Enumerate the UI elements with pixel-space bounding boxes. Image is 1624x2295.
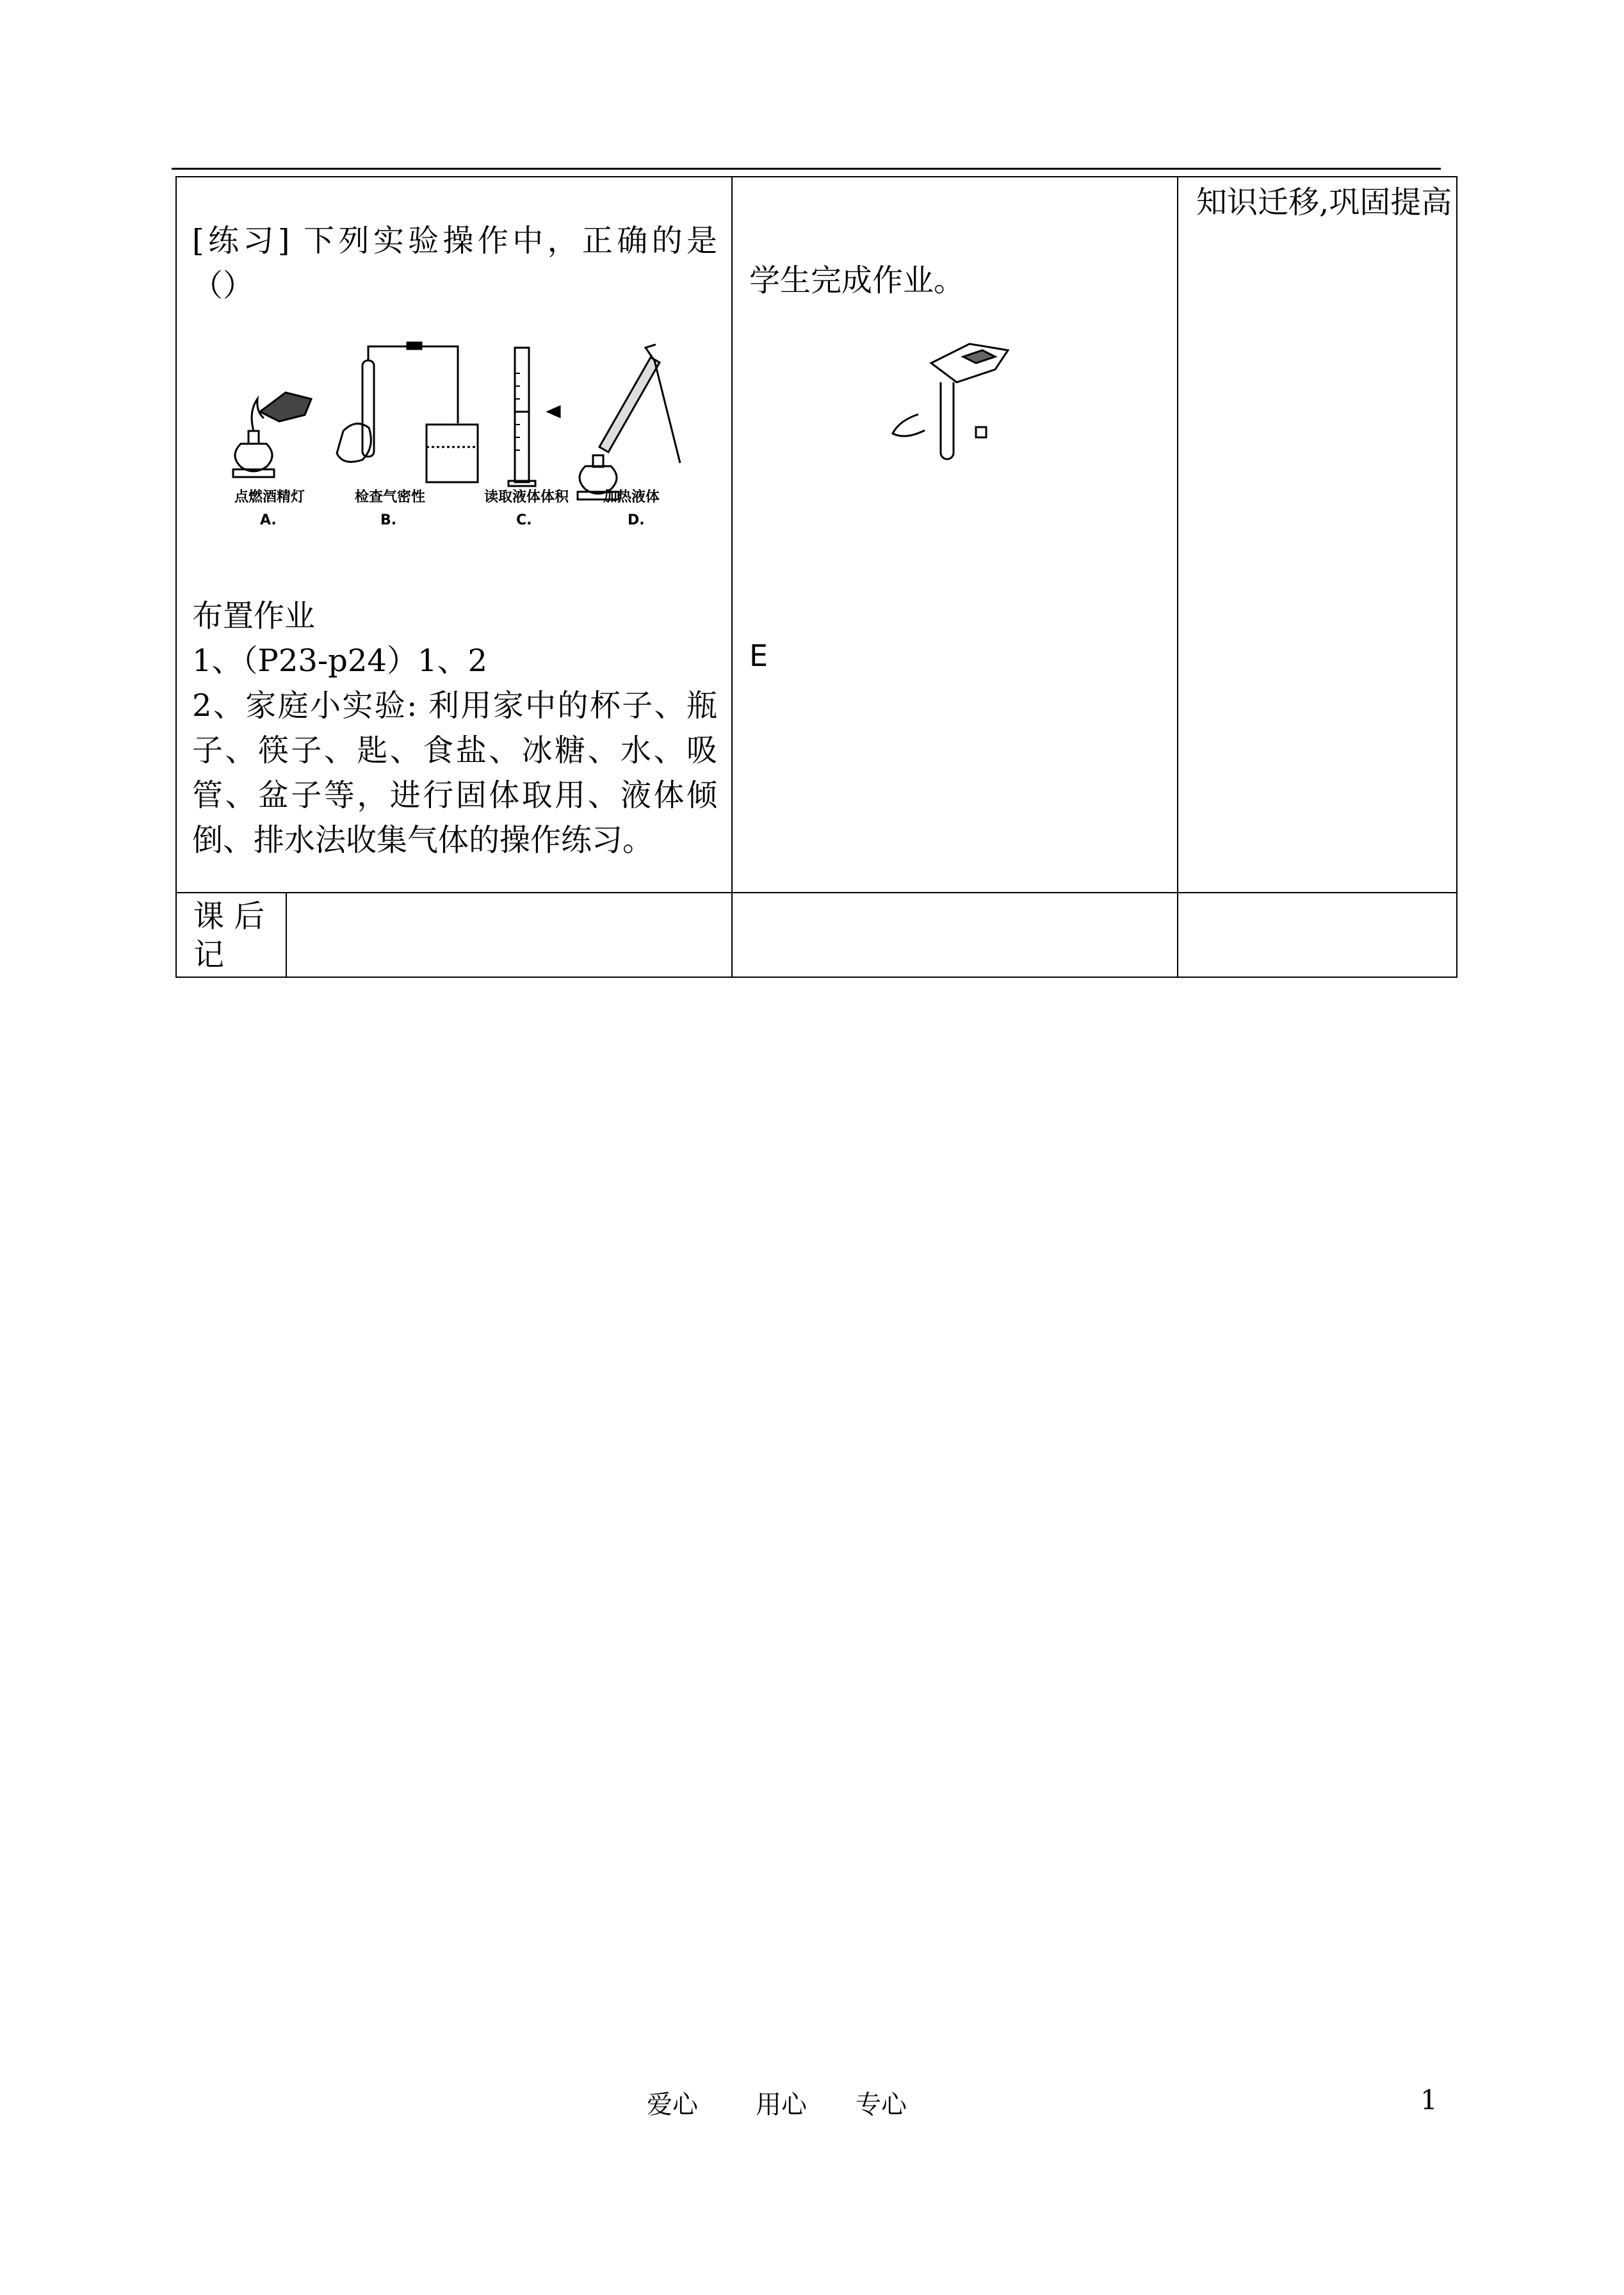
design-intent-cell (1178, 177, 1457, 893)
after-class-empty-cell (1178, 893, 1457, 977)
homework-item-2-line: 2、家庭小实验: 利用家中的杯子、瓶 (192, 688, 717, 724)
teacher-activity-cell (176, 177, 732, 893)
alcohol-lamp-illustration (233, 393, 311, 477)
figure-caption-b: 检查气密性 (355, 489, 426, 505)
after-class-row (176, 893, 1457, 977)
airtightness-illustration (337, 343, 478, 482)
footer-word: 用心 (756, 2090, 807, 2120)
header-rule (172, 168, 1441, 170)
graduated-cylinder-illustration (508, 348, 560, 486)
figure-letter-d: D. (628, 512, 645, 527)
after-class-label: 课 后 记 (193, 898, 265, 973)
design-intent-text: 知识迁移,巩固提高 (1196, 184, 1452, 220)
student-activity-cell (732, 177, 1178, 893)
figure-letter-a: A. (260, 512, 277, 527)
exercise-title: [练习] 下列实验操作中，正确的是 (192, 223, 717, 259)
experiment-figure (215, 335, 689, 527)
page-number: 1 (1420, 2084, 1438, 2116)
figure-caption-a: 点燃酒精灯 (234, 489, 305, 505)
homework-item-2-line: 倒、排水法收集气体的操作练习。 (192, 822, 654, 858)
figure-letter-c: C. (516, 512, 532, 527)
option-e-label: E (749, 638, 768, 673)
after-class-notes-cell (286, 893, 732, 977)
lesson-table (175, 176, 1458, 978)
pouring-liquid-illustration (880, 337, 1027, 466)
homework-item-1: 1、（P23-p24）1、2 (192, 643, 488, 679)
footer-word: 专心 (856, 2090, 907, 2120)
exercise-answer-blank: （） (192, 268, 254, 304)
homework-block (192, 594, 717, 863)
heating-liquid-illustration (578, 345, 680, 499)
figure-caption-c: 读取液体体积 (484, 489, 569, 505)
after-class-label-cell (176, 893, 286, 977)
after-class-empty-cell (732, 893, 1178, 977)
homework-heading: 布置作业 (192, 598, 316, 634)
homework-item-2-line: 子、筷子、匙、食盐、冰糖、水、吸 (192, 733, 717, 768)
figure-letter-b: B. (380, 512, 397, 527)
student-activity-text: 学生完成作业。 (749, 263, 965, 298)
homework-item-2-line: 管、盆子等，进行固体取用、液体倾 (192, 777, 717, 813)
figure-caption-d: 加热液体 (603, 489, 660, 505)
exercise-row (176, 177, 1457, 893)
footer-word: 爱心 (647, 2090, 698, 2120)
